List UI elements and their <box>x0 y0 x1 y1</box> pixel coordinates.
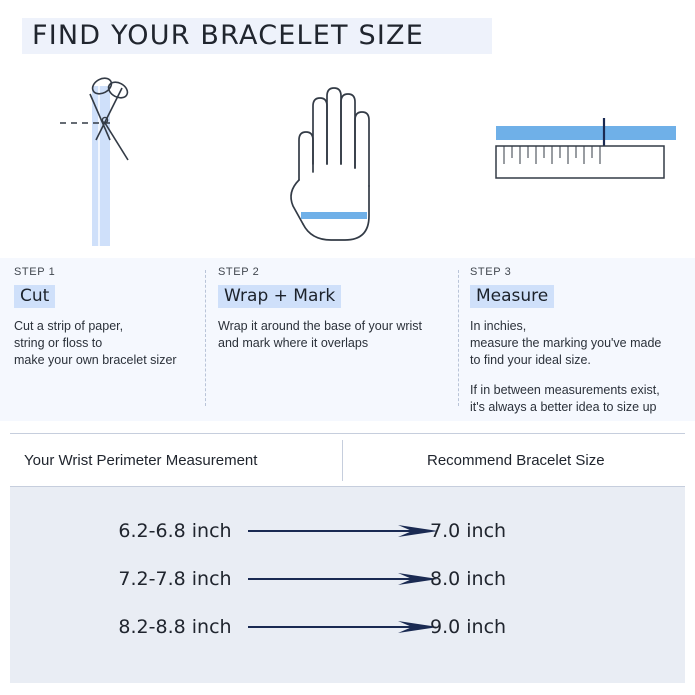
step-1-kicker: STEP 1 <box>14 266 56 278</box>
table-header-bracelet: Recommend Bracelet Size <box>427 452 605 469</box>
table-row <box>10 507 685 555</box>
hand-with-wrist-band-icon <box>215 68 455 258</box>
table-row <box>10 555 685 603</box>
step-3-body-2: If in between measurements exist, it's always a better idea to size up <box>470 383 660 414</box>
step-3-body-1: In inchies, measure the marking you've made to find your ideal size. <box>470 319 662 367</box>
step-2-body: Wrap it around the base of your wrist and mark where it overlaps <box>218 319 423 350</box>
arrow-icon <box>248 571 438 587</box>
bracelet-size-value: 9.0 inch <box>430 616 507 638</box>
step-3-kicker: STEP 3 <box>470 266 512 278</box>
step-2-name: Wrap + Mark <box>218 285 341 308</box>
step-1-body: Cut a strip of paper, string or floss to make your own bracelet sizer <box>14 319 177 367</box>
bracelet-size-value: 8.0 inch <box>430 568 507 590</box>
title-bar <box>0 0 695 68</box>
step-2 <box>218 258 456 421</box>
size-table <box>0 421 695 695</box>
table-header-row <box>10 433 685 487</box>
wrist-measurement-value: 6.2-6.8 inch <box>118 520 232 542</box>
arrow-icon <box>248 523 438 539</box>
table-body <box>10 487 685 683</box>
arrow-icon <box>248 619 438 635</box>
page-title: FIND YOUR BRACELET SIZE <box>32 20 424 51</box>
illustration-band <box>0 68 695 258</box>
step-3-name: Measure <box>470 285 554 308</box>
ruler-measuring-icon <box>460 68 690 258</box>
step-divider-2 <box>458 270 459 406</box>
step-3 <box>470 258 684 421</box>
wrist-measurement-value: 7.2-7.8 inch <box>118 568 232 590</box>
bracelet-size-value: 7.0 inch <box>430 520 507 542</box>
step-2-kicker: STEP 2 <box>218 266 260 278</box>
table-header-wrist: Your Wrist Perimeter Measurement <box>24 452 258 469</box>
steps-band <box>0 258 695 421</box>
scissors-cutting-paper-strip-icon <box>10 68 210 258</box>
step-1 <box>14 258 206 421</box>
table-header-separator <box>342 440 343 481</box>
wrist-measurement-value: 8.2-8.8 inch <box>118 616 232 638</box>
table-row <box>10 603 685 651</box>
step-1-name: Cut <box>14 285 55 308</box>
